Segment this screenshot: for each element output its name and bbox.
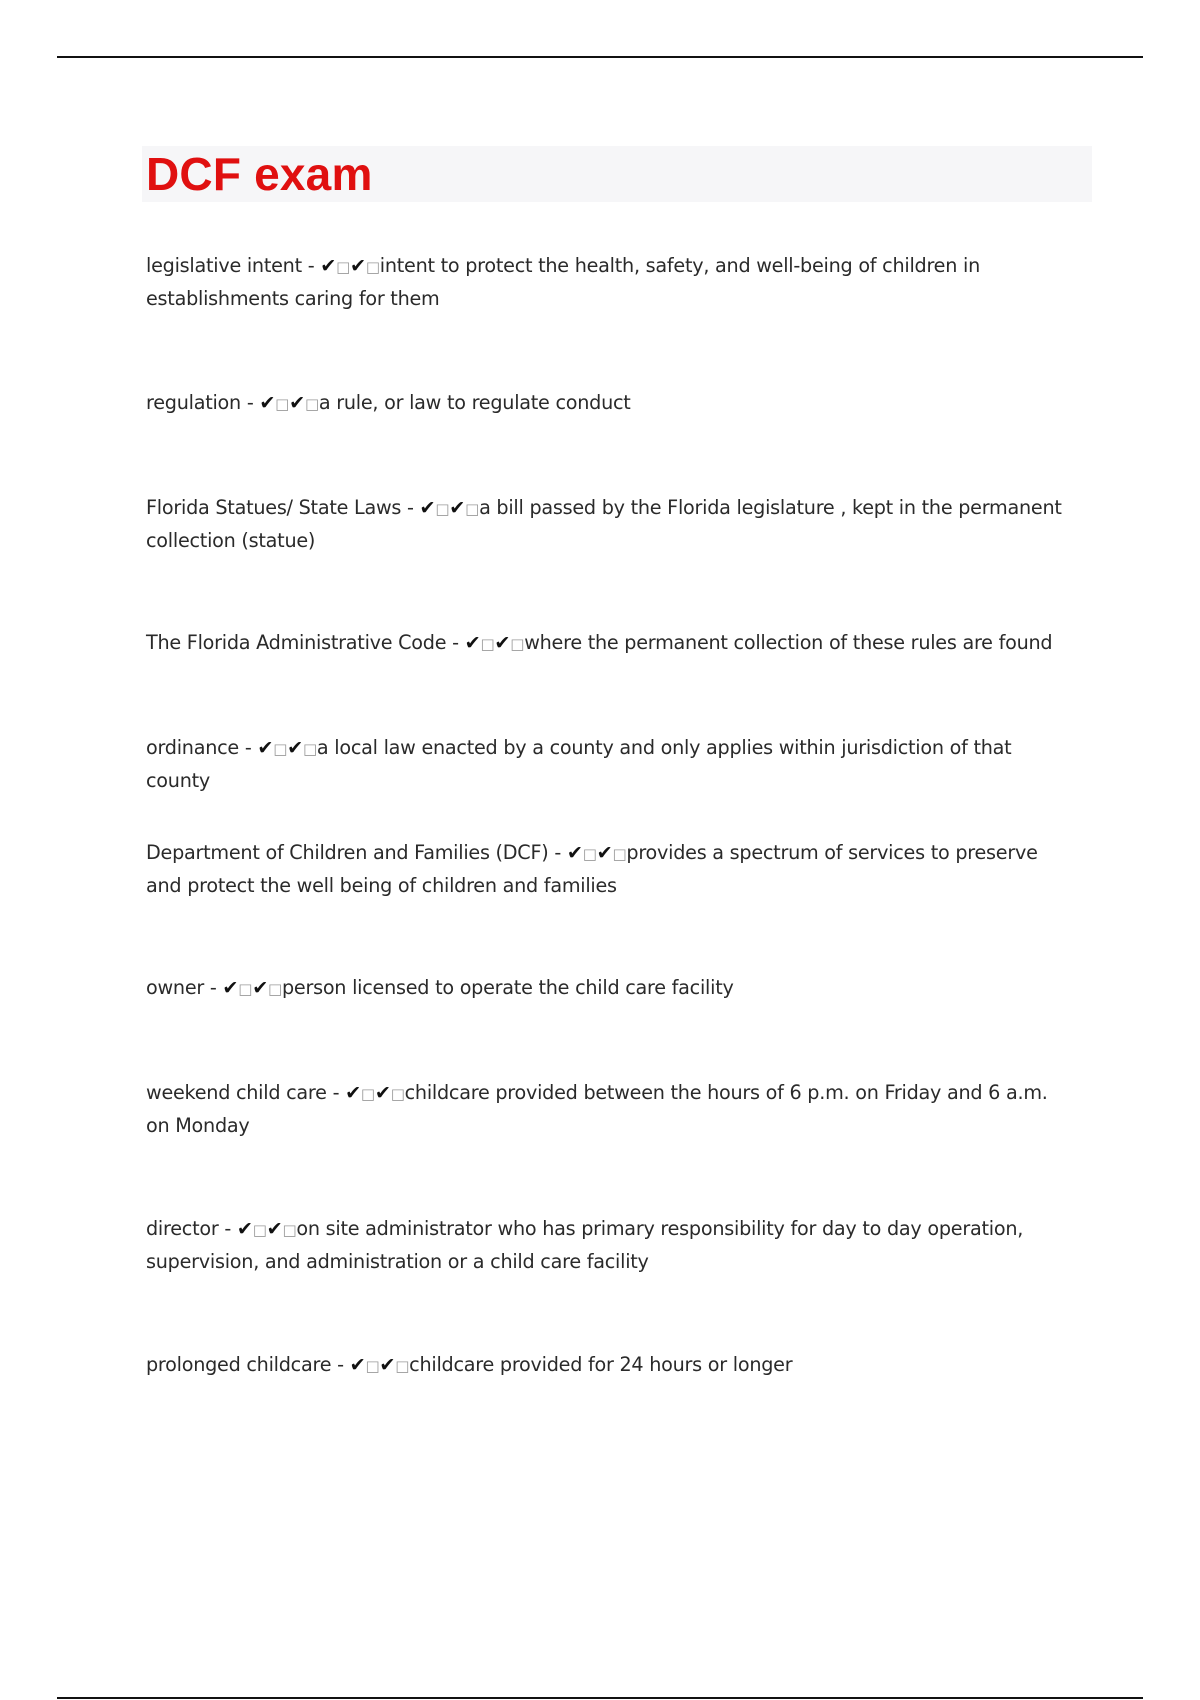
box-icon: □: [435, 500, 450, 518]
entry-definition: a rule, or law to regulate conduct: [318, 391, 631, 414]
box-icon: □: [480, 635, 495, 653]
page-title: DCF exam: [146, 148, 373, 200]
box-icon: □: [302, 740, 317, 758]
entry-separator: -: [239, 736, 258, 759]
entry-term: director: [146, 1217, 219, 1240]
box-icon: □: [252, 1221, 267, 1239]
check-mark-icon: ✔: [374, 1081, 391, 1104]
check-mark-icon: ✔: [257, 736, 274, 759]
check-mark-icon: ✔: [266, 1217, 283, 1240]
entry-definition: a local law enacted by a county and only applies within jurisdiction of that county: [146, 736, 1012, 792]
check-mark-icon: ✔: [449, 496, 466, 519]
bottom-rule: [57, 1697, 1143, 1699]
entry-term: Department of Children and Families (DCF): [146, 841, 549, 864]
box-icon: □: [268, 980, 282, 998]
box-icon: □: [336, 258, 350, 276]
box-icon: □: [365, 258, 380, 276]
box-icon: □: [510, 635, 525, 653]
entry-term: owner: [146, 976, 205, 999]
check-mark-icon: ✔: [236, 1217, 253, 1240]
check-mark-icon: ✔: [419, 496, 436, 519]
check-mark-icon: ✔: [566, 841, 583, 864]
box-icon: □: [395, 1357, 410, 1375]
box-icon: □: [465, 500, 480, 518]
check-mark-icon: ✔: [259, 391, 276, 414]
check-mark-icon: ✔: [345, 1081, 361, 1104]
check-mark-icon: ✔: [494, 631, 511, 654]
entry-definition: provides a spectrum of services to preserve and protect the well being of children and families: [146, 841, 1038, 897]
definition-entry: [146, 492, 1076, 557]
check-mark-icon: ✔: [320, 254, 337, 277]
definition-entry: [146, 1213, 1076, 1278]
box-icon: □: [275, 395, 290, 413]
box-icon: □: [390, 1085, 405, 1103]
entry-definition: a bill passed by the Florida legislature , kept in the permanent collection (statue): [146, 496, 1062, 552]
definition-entry: [146, 250, 1076, 315]
check-mark-icon: ✔: [464, 631, 481, 654]
entry-term: ordinance: [146, 736, 239, 759]
definition-entry: [146, 972, 1076, 1005]
definition-entry: [146, 1349, 1076, 1382]
entry-definition: person licensed to operate the child care facility: [281, 976, 734, 999]
box-icon: □: [304, 395, 319, 413]
box-icon: □: [273, 740, 288, 758]
entry-separator: -: [240, 391, 260, 414]
check-mark-icon: ✔: [379, 1353, 396, 1376]
check-mark-icon: ✔: [349, 1353, 366, 1376]
definition-entry: [146, 627, 1076, 660]
check-mark-icon: ✔: [289, 391, 305, 414]
entry-term: weekend child care: [146, 1081, 327, 1104]
definition-entry: [146, 1077, 1076, 1142]
entry-definition: childcare provided for 24 hours or longer: [409, 1353, 793, 1376]
entry-definition: intent to protect the health, safety, and well-being of children in establishments caring for them: [146, 254, 980, 310]
entry-term: Florida Statues/ State Laws: [146, 496, 402, 519]
entry-definition: where the permanent collection of these rules are found: [524, 631, 1053, 654]
box-icon: □: [612, 845, 627, 863]
definition-entry: [146, 732, 1076, 797]
entry-separator: -: [446, 631, 465, 654]
top-rule: [57, 56, 1143, 58]
check-mark-icon: ✔: [350, 254, 366, 277]
box-icon: □: [360, 1085, 375, 1103]
box-icon: □: [238, 980, 253, 998]
entry-term: The Florida Administrative Code: [146, 631, 447, 654]
entry-term: prolonged childcare: [146, 1353, 332, 1376]
entry-separator: -: [301, 254, 321, 277]
entry-separator: -: [548, 841, 567, 864]
entry-term: regulation: [146, 391, 241, 414]
check-mark-icon: ✔: [252, 976, 269, 999]
definition-entry: [146, 387, 1076, 420]
check-mark-icon: ✔: [596, 841, 613, 864]
box-icon: □: [365, 1357, 380, 1375]
definition-entry: [146, 837, 1076, 902]
entry-separator: -: [218, 1217, 237, 1240]
entry-term: legislative intent: [146, 254, 302, 277]
entry-separator: -: [401, 496, 420, 519]
entry-separator: -: [326, 1081, 346, 1104]
entry-separator: -: [331, 1353, 350, 1376]
entry-separator: -: [204, 976, 223, 999]
entry-definition: childcare provided between the hours of 6 p.m. on Friday and 6 a.m. on Monday: [146, 1081, 1048, 1137]
entry-definition: on site administrator who has primary responsibility for day to day operation, supervision, and administration or a child care facility: [146, 1217, 1024, 1273]
box-icon: □: [582, 845, 597, 863]
check-mark-icon: ✔: [287, 736, 303, 759]
check-mark-icon: ✔: [222, 976, 239, 999]
box-icon: □: [282, 1221, 297, 1239]
